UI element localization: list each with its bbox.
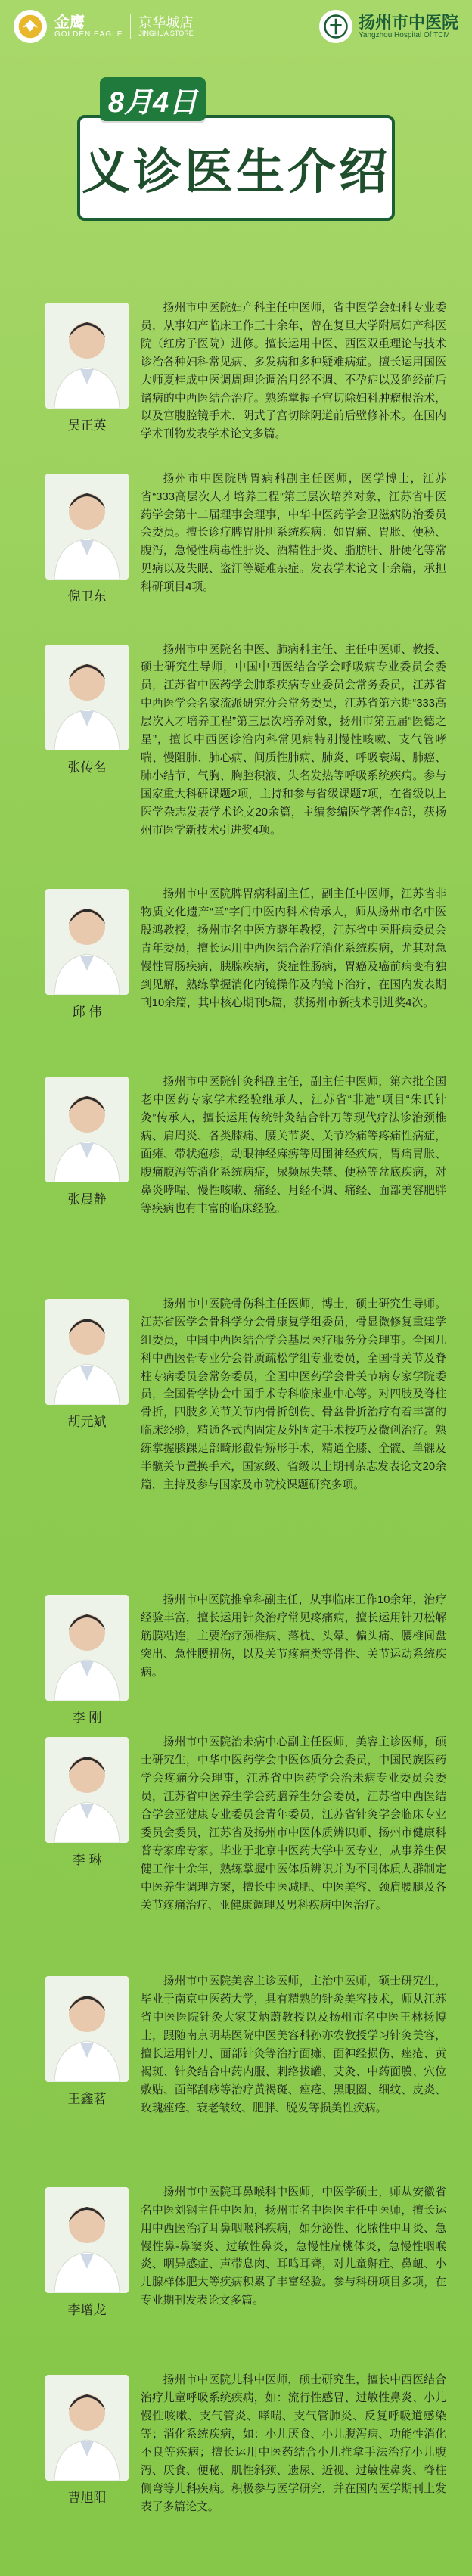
doctor-photo	[45, 303, 129, 409]
doctor-bio: 扬州市中医院针灸科副主任，副主任中医师，第六批全国老中医药专家学术经验继承人，江苏省“非遗”项目“朱氏针灸”传承人，擅长运用传统针灸结合针刀等现代疗法诊治颈椎病、肩周炎、各类膝痛、腰关节炎、关节冷痛等疼痛性病症，面瘫、带状疱疹，动眼神经麻痹等周围神经疾病，胃痛胃胀、腹痛腹泻等消化系统病症，尿频尿失禁、便秘等盆底疾病，对鼻炎哮喘、慢性咳嗽、痛经、月经不调、痛经、面部美容肥胖等疾病也有丰富的临床经验。	[141, 1076, 446, 1215]
doctor-name: 张传名	[67, 760, 107, 775]
doctor-card	[0, 1976, 472, 2186]
doctor-name: 倪卫东	[67, 589, 107, 604]
doctor-card	[0, 2375, 472, 2557]
doctor-photo	[45, 889, 129, 995]
doctor-card	[0, 2187, 472, 2375]
doctor-photo	[45, 1976, 129, 2082]
golden-eagle-brand	[14, 10, 194, 43]
header-bar	[0, 0, 472, 53]
doctor-bio: 扬州市中医院妇产科主任中医师，省中医学会妇科专业委员，从事妇产临床工作三十余年，曾在复旦大学附属妇产科医院（红房子医院）进修。擅长运用中医、西医双重理论与技术诊治各种妇科常见病、多发病和多种疑难病症。擅长运用国医大师夏桂成中医调周理论调治月经不调、不孕症以及绝经前后诸病的中西医结合治疗。熟练掌握子宫切除妇科肿瘤根治术，以及宫腹腔镜手术、阴式子宫切除阴道前后壁修补术。在国内学术刊物发表学术论文多篇。	[141, 302, 446, 441]
brand-name-cn: 金鹰	[54, 14, 85, 31]
title-card	[77, 115, 395, 221]
hospital-name-cn: 扬州市中医院	[358, 12, 458, 32]
doctor-bio: 扬州市中医院骨伤科主任医师，博士，硕士研究生导师。江苏省医学会骨科学分会骨康复学组委员，骨显微修复重建学组委员，中国中西医结合学会基层医疗服务分会理事。全国几科中西医骨专业分会骨质疏松学组专业委员，全国骨关节及脊柱专病委员会常务委员，全国中医药学会骨关节病专家学院委员，全国骨学协会中国手术专科临床业中心等。对四肢及脊柱骨折，四肢多关节关节内骨折创伤、骨盆骨折治疗有着丰富的临床经验，精通各式内固定及外固定手术技巧及微创治疗。熟练掌握膝踝足部畸形截骨矫形手术，精通全膝、全髋、单髁及半髋关节置换手术，国家级、省级以上期刊杂志发表论文20余篇，主持及参与国家及市院校课题研究多项。	[141, 1297, 446, 1491]
doctor-card	[0, 303, 472, 474]
doctor-bio: 扬州市中医院脾胃病科副主任，副主任中医师，江苏省非物质文化遗产“章”字门中医内科术传承人，师从扬州市名中医殷鸿教授，扬州市名中医方晓年教授，江苏省中医肝病委员会青年委员，擅长运用中西医结合治疗消化系统疾病，尤其对急慢性胃肠疾病，胰腺疾病，炎症性肠病，胃癌及癌前病变有独到见解，熟练掌握消化内镜操作及内镜下治疗，在国内发表期刊10余篇，其中核心期刊5篇，获扬州市新技术引进奖4次。	[141, 888, 446, 1009]
doctor-portrait-icon	[45, 645, 129, 750]
doctor-bio: 扬州市中医院美容主诊医师，主治中医师，硕士研究生，毕业于南京中医药大学，具有精熟的针灸美容技术，师从江苏省中医医院针灸大家艾炳蔚教授以及扬州市名中医王林扬博士，跟随南京明基医院中医美容科孙亦农教授学习针灸美容，擅长运用针刀、面部针灸等治疗面瘫、面神经损伤、痤疮、黄褐斑、针灸结合中药内服、刺络拔罐、艾灸、中药面膜、穴位敷贴、面部刮痧等治疗黄褐斑、痤疮、黑眼圈、细纹、皮炎、玫瑰痤疮、衰老皱纹、肥胖、脱发等损美性疾病。	[141, 1975, 446, 2115]
doctor-portrait-icon	[45, 1595, 129, 1701]
doctor-portrait-icon	[45, 474, 129, 580]
doctor-name: 李增龙	[67, 2302, 107, 2317]
doctor-bio: 扬州市中医院治未病中心副主任医师，美容主诊医师，硕士研究生，中华中医药学会中医体质分会委员，中国民族医药学会疼痛分会理事，江苏省中医药学会治未病专业委员会委员，江苏省中医养生学会药膳养生分会委员，江苏省中西医结合学会亚健康专业委员会青年委员，江苏省针灸学会临床专业委员会委员，江苏省及扬州市中医体质辨识师、扬州市健康科普专家库专家。毕业于北京中医药大学中医专业，从事养生保健工作十余年，熟练掌握中医体质辨识并为不同体质人群制定中医养生调理方案，擅长中医减肥、中医美容、颈肩腰腿及各关节疼痛治疗、亚健康调理及男科疾病中医治疗。	[141, 1736, 446, 1912]
doctor-card	[0, 1077, 472, 1298]
doctor-card	[0, 889, 472, 1077]
doctor-bio: 扬州市中医院推拿科副主任，从事临床工作10余年，治疗经验丰富，擅长运用针灸治疗常见疼痛病，擅长运用针刀松解筋膜粘连，主要治疗颈椎病、落枕、头晕、偏头痛、腰椎间盘突出、急性腰扭伤，以及关节疼痛类等骨性、关节运动系统疾病。	[141, 1594, 446, 1679]
doctor-bio: 扬州市中医院名中医、肺病科主任、主任中医师、教授、硕士研究生导师，中国中西医结合学会呼吸病专业委员会委员，江苏省中医药学会肺系疾病专业委员会常务委员，江苏省中西医学会名家流派研究分会常务委员，江苏省第六期“333高层次人才培养工程”第三层次培养对象，扬州市第五届“医德之星”，擅长中西医诊治内科常见病特别慢性咳嗽、支气管哮喘、慢阻肺、肺心病、间质性肺病、肺炎、呼吸衰竭、肺癌、肺小结节、气胸、胸腔积液、失名发热等呼吸系统疾病。参与国家重大科研课题2项，主持和参与省级课题7项，在省级以上医学杂志发表学术论文20余篇，主编参编医学著作4部，获扬州市医学新技术引进奖4项。	[141, 643, 446, 837]
golden-eagle-logo-icon	[14, 10, 47, 43]
doctor-portrait-icon	[45, 1737, 129, 1843]
doctor-bio: 扬州市中医院脾胃病科副主任医师，医学博士，江苏省“333高层次人才培养工程”第三层次培养对象，江苏省中医药学会第十二届理事会理事，中华中医药学会卫滋病防治委员会委员。擅长诊疗脾胃肝胆系统疾病：如胃痛、胃胀、便秘、腹泻，急慢性病毒性肝炎、酒精性肝炎、脂肪肝、肝硬化等常见病以及失眠、盗汗等疑难杂症。发表学术论文十余篇，承担科研项目4项。	[141, 472, 446, 594]
store-name-en: JINGHUA STORE	[138, 30, 194, 37]
brand-name-en: GOLDEN EAGLE	[54, 30, 123, 39]
doctor-name: 邱 伟	[72, 1005, 102, 1020]
doctor-card	[0, 1595, 472, 1737]
hospital-name-en: Yangzhou Hospital Of TCM	[358, 30, 450, 39]
doctor-bio: 扬州市中医院耳鼻喉科中医师，中医学硕士，师从安徽省名中医刘钢主任中医师，扬州市名中医医主任中医师，擅长运用中西医治疗耳鼻咽喉科疾病，如分泌性、化脓性中耳炎、急慢性鼻-鼻窦炎、过敏性鼻炎，急慢性扁桃体炎，急慢性咽喉炎、咽异感症、声带息肉、耳鸣耳聋，对儿童鼾症、鼻衄、小儿腺样体肥大等疾病积累了丰富经验。参与科研项目多项，在专业期刊发表论文多篇。	[141, 2186, 446, 2307]
doctor-card	[0, 1737, 472, 1976]
doctor-portrait-icon	[45, 303, 129, 409]
doctor-name: 胡元斌	[67, 1414, 107, 1429]
doctor-photo	[45, 1737, 129, 1843]
doctor-card	[0, 1299, 472, 1595]
page-title: 义诊医生介绍	[82, 144, 390, 200]
doctor-name: 李 刚	[72, 1711, 102, 1726]
doctor-name: 张晨静	[67, 1192, 107, 1207]
doctor-name: 曹旭阳	[67, 2491, 107, 2506]
doctor-photo	[45, 2375, 129, 2481]
doctor-card	[0, 645, 472, 890]
brand-divider	[130, 14, 131, 39]
store-name-cn: 京华城店	[138, 15, 194, 30]
hospital-logo-icon	[319, 10, 352, 43]
doctor-portrait-icon	[45, 1976, 129, 2082]
doctor-name: 王鑫茗	[67, 2092, 107, 2107]
doctor-photo	[45, 645, 129, 750]
doctor-photo	[45, 1299, 129, 1405]
doctor-photo	[45, 2187, 129, 2293]
doctor-portrait-icon	[45, 1077, 129, 1182]
doctor-portrait-icon	[45, 889, 129, 995]
doctor-name: 吴正英	[67, 418, 107, 433]
doctor-name: 李 琳	[72, 1853, 102, 1868]
doctor-card	[0, 474, 472, 645]
doctor-photo	[45, 1595, 129, 1701]
doctor-photo	[45, 474, 129, 580]
doctor-bio: 扬州市中医院儿科中医师，硕士研究生，擅长中西医结合治疗儿童呼吸系统疾病，如：流行性感冒、过敏性鼻炎、小儿慢性咳嗽、支气管炎、哮喘、支气管肺炎、反复呼吸道感染等；消化系统疾病，如：小儿厌食、小儿腹泻病、功能性消化不良等疾病；擅长运用中医药结合小儿推拿手法治疗小儿腹泻、厌食、便秘、肌性斜颈、遗尿、近视、过敏性鼻炎、脊柱侧弯等儿科疾病。积极参与医学研究，并在国内医学期刊上发表了多篇论文。	[141, 2374, 446, 2513]
doctor-portrait-icon	[45, 1299, 129, 1405]
date-badge: 8月4日	[100, 77, 206, 121]
doctor-portrait-icon	[45, 2375, 129, 2481]
doctor-portrait-icon	[45, 2187, 129, 2293]
hospital-brand	[319, 10, 458, 43]
doctor-photo	[45, 1077, 129, 1182]
